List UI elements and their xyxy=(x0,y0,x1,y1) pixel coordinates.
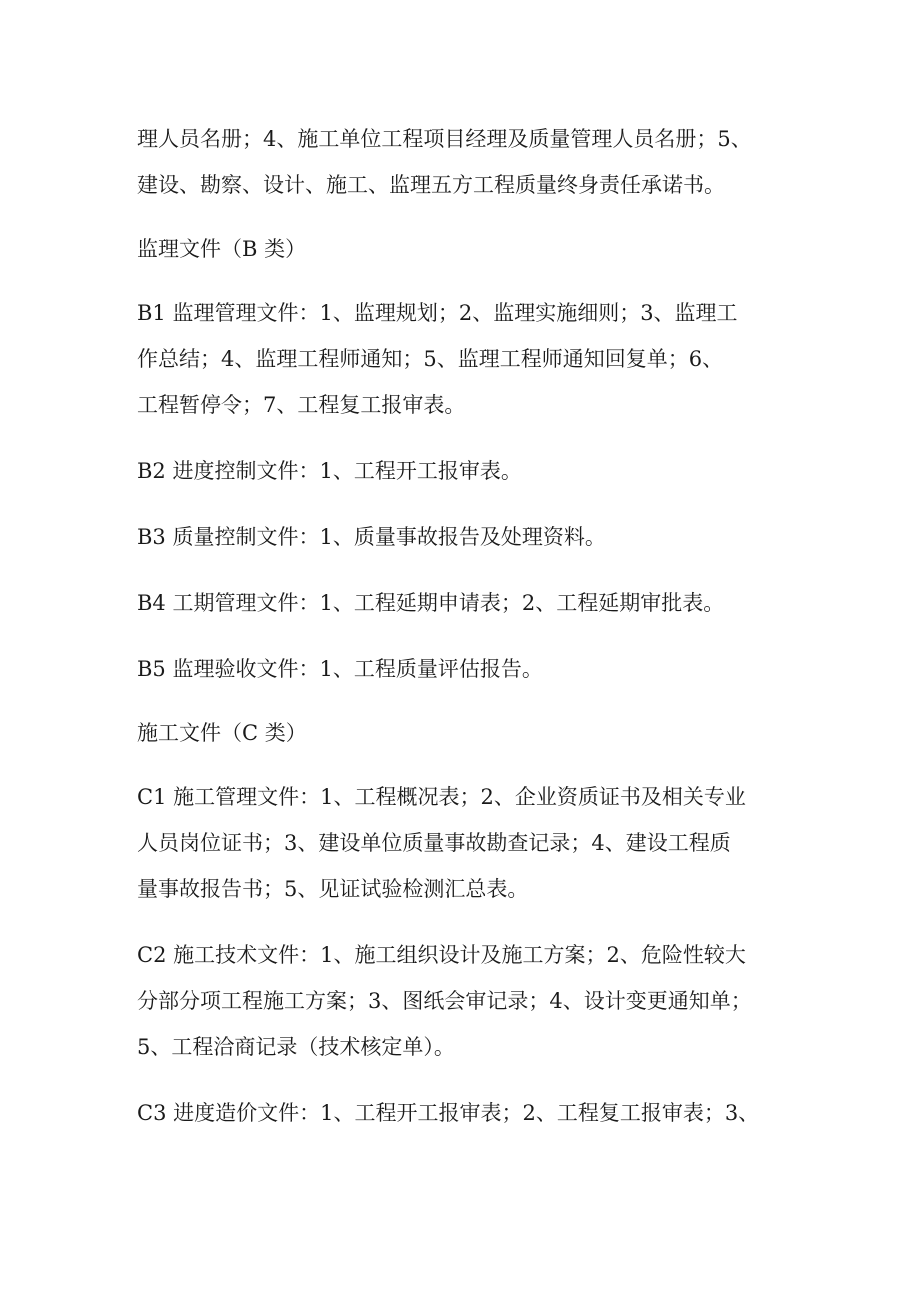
paragraph-a-continuation xyxy=(137,116,807,208)
text-line: B3 质量控制文件：1、质量事故报告及处理资料。 xyxy=(137,525,606,549)
paragraph-b3 xyxy=(137,514,807,560)
paragraph-b4 xyxy=(137,580,807,626)
text-line: 量事故报告书；5、见证试验检测汇总表。 xyxy=(137,877,529,901)
text-line: 分部分项工程施工方案；3、图纸会审记录；4、设计变更通知单； xyxy=(137,989,752,1013)
text-line: 人员岗位证书；3、建设单位质量事故勘查记录；4、建设工程质 xyxy=(137,831,731,855)
text-line: C3 进度造价文件：1、工程开工报审表；2、工程复工报审表；3、 xyxy=(137,1101,760,1125)
text-line: 理人员名册；4、施工单位工程项目经理及质量管理人员名册；5、 xyxy=(137,127,752,151)
text-line: 建设、勘察、设计、施工、监理五方工程质量终身责任承诺书。 xyxy=(137,173,725,197)
paragraph-b2 xyxy=(137,448,807,494)
text-line: B2 进度控制文件：1、工程开工报审表。 xyxy=(137,459,522,483)
text-line: B5 监理验收文件：1、工程质量评估报告。 xyxy=(137,657,543,681)
section-c-heading xyxy=(137,710,807,756)
section-b-heading xyxy=(137,226,807,272)
paragraph-b5 xyxy=(137,646,807,692)
paragraph-c3 xyxy=(137,1090,807,1136)
text-line: C1 施工管理文件：1、工程概况表；2、企业资质证书及相关专业 xyxy=(137,785,746,809)
text-line: 工程暂停令；7、工程复工报审表。 xyxy=(137,393,466,417)
text-line: 5、工程洽商记录（技术核定单）。 xyxy=(137,1035,455,1059)
paragraph-b1 xyxy=(137,290,807,428)
text-line: B1 监理管理文件：1、监理规划；2、监理实施细则；3、监理工 xyxy=(137,301,738,325)
heading-text: 施工文件（C 类） xyxy=(137,721,307,745)
text-line: 作总结；4、监理工程师通知；5、监理工程师通知回复单；6、 xyxy=(137,347,724,371)
paragraph-c2 xyxy=(137,932,807,1070)
heading-text: 监理文件（B 类） xyxy=(137,237,307,261)
paragraph-c1 xyxy=(137,774,807,912)
document-body xyxy=(137,116,807,1136)
text-line: C2 施工技术文件：1、施工组织设计及施工方案；2、危险性较大 xyxy=(137,943,746,967)
text-line: B4 工期管理文件：1、工程延期申请表；2、工程延期审批表。 xyxy=(137,591,725,615)
